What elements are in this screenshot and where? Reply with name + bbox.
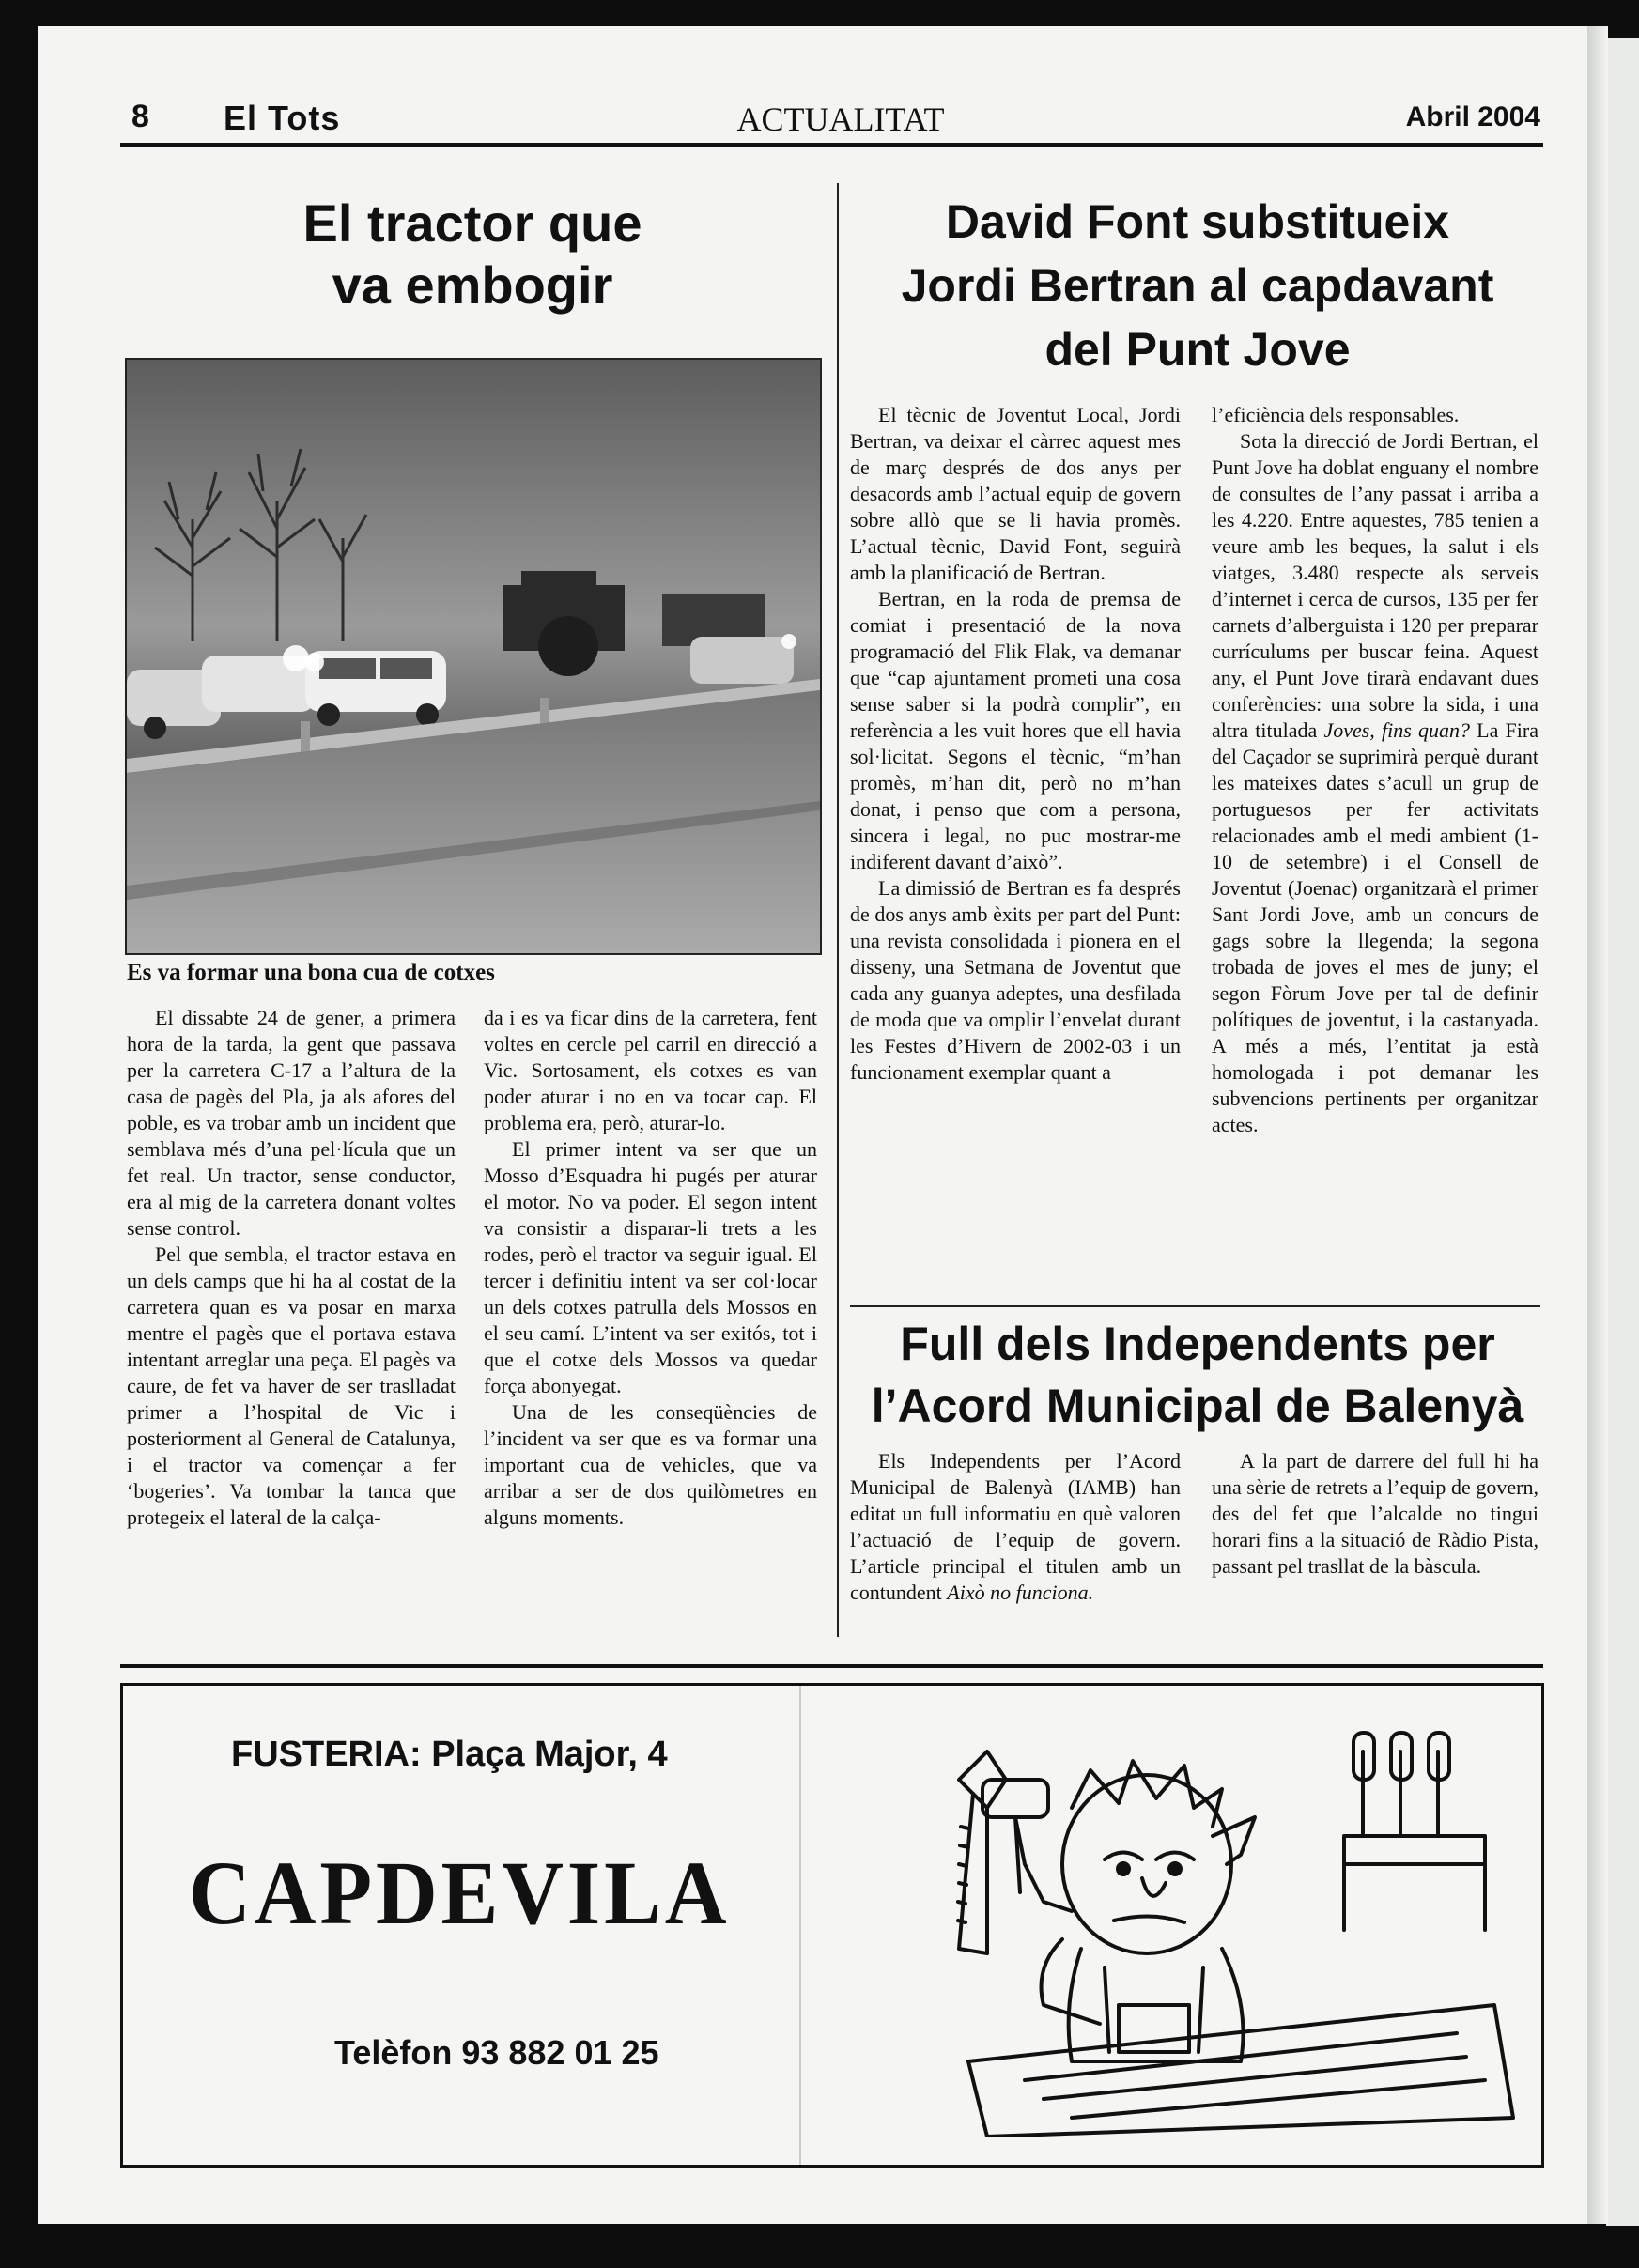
paragraph: Pel que sembla, el tractor estava en un dels camps que hi ha al costat de la carretera quan es va posar en marxa mentre el pagès que el portava estava intentant arreglar una peça. El pagès va caure, de fet va haver de ser traslladat primer a l’hospital de Vic i posteriorment al General de Catalunya, i el tractor va començar a fer ‘bogeries’. Va tombar la tanca que protegeix el lateral de la calça- xyxy=(127,1242,456,1529)
paragraph: La dimissió de Bertran es fa després de dos anys amb èxits per part del Punt: una revista consolidada i pionera en el disseny, una Setmana de Joventut que cada any guanya adeptes, una desfilada de moda que va omplir l’envelat durant les Festes d’Hivern de 2002-03 i un funcionament exemplar quant a xyxy=(850,876,1181,1084)
ad-business-line xyxy=(231,1735,668,1775)
article-title-line: Jordi Bertran al capdavant xyxy=(901,259,1494,312)
paragraph-text: Sota la direcció de Jordi Bertran, el Punt Jove ha doblat enguany el nombre de consultes de l’any passat i arriba a les 4.220. Entre aquestes, 785 tenien a veure amb les beques, la salut i els viatges, 3.480 respecte als serveis d’internet i cerca de cursos, 135 per fer carnets d’alberguista i 120 per preparar currículums per buscar feina. Aquest any, el Punt Jove tirarà endavant dues conferències: una sobre la sida, i una altra titulada xyxy=(1212,429,1538,742)
paragraph: Una de les conseqüències de l’incident va ser que es va formar una important cua de vehicles, que va arribar a ser de dos quilòmetres en alguns moments. xyxy=(484,1400,817,1529)
ad-address: Plaça Major, 4 xyxy=(421,1735,668,1774)
paragraph: Bertran, en la roda de premsa de comiat i presentació de la nova programació del Flik Flak, va demanar que “cap ajuntament prometi una cosa sense saber si la podrà complir”, en referència a les vuit hores que ell havia sol·licitat. Segons el tècnic, “m’han promès, m’han dit, però no m’han donat, i penso que com a persona, sincera i legal, no puc mostrar-me indiferent davant d’això”. xyxy=(850,587,1181,873)
paragraph: El tècnic de Joventut Local, Jordi Bertran, va deixar el càrrec aquest mes de març després de dos anys per desacords amb l’actual equip de govern sobre allò que se li havia promès. L’actual tècnic, David Font, seguirà amb la planificació de Bertran. xyxy=(850,403,1181,584)
article-title xyxy=(850,1313,1545,1437)
article-separator xyxy=(850,1305,1540,1307)
paragraph: El primer intent va ser que un Mosso d’Esquadra hi pugés per aturar el motor. No va poder. El segon intent va consistir a disparar-li trets a les rodes, però el tractor va seguir igual. El tercer i definitiu intent va ser col·locar un dels cotxes patrulla dels Mossos en el seu camí. L’intent va ser exitós, tot i que el cotxe dels Mossos va quedar força abonyegat. xyxy=(484,1137,817,1397)
article-title-line: David Font substitueix xyxy=(945,195,1450,248)
facing-page-edge xyxy=(1606,38,1639,2226)
article-body-column xyxy=(127,1005,456,1531)
ad-phone: Telèfon 93 882 01 25 xyxy=(334,2033,659,2072)
paragraph xyxy=(850,1448,1181,1606)
section-title: ACTUALITAT xyxy=(736,100,945,138)
page-number: 8 xyxy=(131,99,149,134)
paragraph: A la part de darrere del full hi ha una sèrie de retrets a l’equip de govern, des del fet que l’alcalde no tingui horari fins a la situació de Ràdio Pista, passant pel trasllat de la bàscula. xyxy=(1212,1449,1538,1578)
article-title xyxy=(125,193,820,316)
article-title-line: l’Acord Municipal de Balenyà xyxy=(871,1380,1524,1432)
article-title xyxy=(850,190,1545,381)
paragraph xyxy=(1212,428,1538,1138)
article-title-line: va embogir xyxy=(332,255,613,315)
ad-brand-name: CAPDEVILA xyxy=(189,1843,731,1943)
ad-divider xyxy=(799,1686,801,2165)
talk-title: Joves, fins quan? xyxy=(1323,718,1470,742)
paragraph: l’eficiència dels responsables. xyxy=(1212,403,1460,426)
article-title-line: El tractor que xyxy=(302,193,642,253)
ad-top-rule xyxy=(120,1664,1543,1668)
column-divider xyxy=(837,183,839,1637)
paragraph-text: Els Independents per l’Acord Municipal de Balenyà (IAMB) han editat un full informatiu en què valoren l’actuació de l’equip de govern. L’article principal el titulen amb un contundent xyxy=(850,1449,1181,1604)
article-body-column xyxy=(1212,402,1538,1138)
article-body-column xyxy=(850,1448,1181,1606)
article-photo xyxy=(125,358,822,955)
page-gutter-shadow xyxy=(1587,26,1608,2224)
article-title-line: Full dels Independents per xyxy=(900,1318,1495,1370)
carpenter-cartoon-illustration xyxy=(931,1723,1532,2137)
article-body-column xyxy=(850,402,1181,1086)
article-body-column xyxy=(1212,1448,1538,1580)
header-rule xyxy=(120,143,1543,147)
issue-date: Abril 2004 xyxy=(1405,101,1540,132)
paragraph-text: La Fira del Caçador se suprimirà perquè durant les mateixes dates s’acull un grup de portuguesos per fer activitats relacionades amb el medi ambient (1-10 de setembre) i el Consell de Joventut (Joenac) organitzarà el primer Sant Jordi Jove, amb un concurs de gags sobre la llegenda; la segona trobada de joves el mes de juny; el segon Fòrum Jove per tal de definir polítiques de joventut, i la castanyada. A més a més, l’entitat ja està homologada i pot demanar les subvencions pertinents per organitzar actes. xyxy=(1212,718,1538,1136)
photo-caption: Es va formar una bona cua de cotxes xyxy=(127,960,495,985)
article-body-column xyxy=(484,1005,817,1531)
tractor-scene-photo xyxy=(127,360,820,953)
advertisement xyxy=(120,1683,1544,2168)
article-quote-title: Això no funciona. xyxy=(947,1581,1094,1604)
paragraph: El dissabte 24 de gener, a primera hora de la tarda, la gent que passava per la carretera C-17 a l’altura de la casa de pagès del Pla, ja als afores del poble, es va trobar amb un incident que semblava més d’una pel·lícula que un fet real. Un tractor, sense conductor, era al mig de la carretera donant voltes sense control. xyxy=(127,1006,456,1240)
ad-business-type: FUSTERIA: xyxy=(231,1735,422,1774)
publication-name: El Tots xyxy=(224,99,341,137)
paragraph: da i es va ficar dins de la carretera, fent voltes en cercle pel carril en direcció a Vic. Sortosament, els cotxes es van poder aturar i no en va tocar cap. El problema era, però, aturar-lo. xyxy=(484,1006,817,1134)
article-title-line: del Punt Jove xyxy=(1044,323,1351,376)
